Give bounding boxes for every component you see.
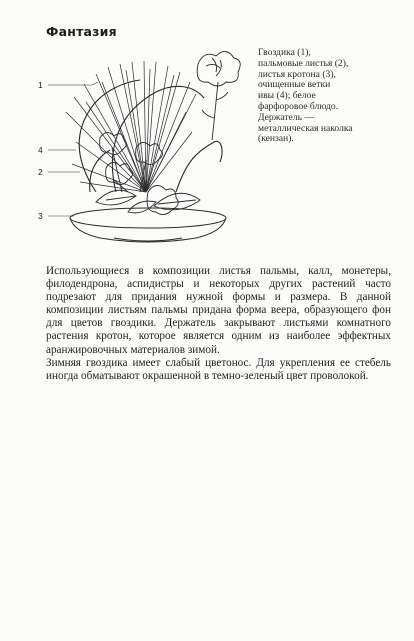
- carnation-sketch: [190, 48, 246, 144]
- legend-line: металлическая наколка: [258, 122, 353, 134]
- legend-line: Держатель —: [258, 111, 314, 123]
- callout-label: 2: [38, 167, 43, 177]
- callout-label: 4: [38, 145, 43, 155]
- callout-label: 1: [38, 80, 43, 90]
- paragraph: Зимняя гвоздика имеет слабый цветонос. Для укрепления ее стебель иногда обматывают окрашенной в темно-зеленый цвет проволокой.: [46, 356, 391, 382]
- body-text: [46, 265, 391, 383]
- legend-line: Гвоздика (1),: [258, 47, 311, 58]
- legend-line: ивы (4); белое: [258, 90, 316, 102]
- legend-line: пальмовые листья (2),: [258, 57, 349, 69]
- paragraph: Использующиеся в композиции листья пальмы, калл, монетеры, филодендрона, аспидистры и некоторых других растений часто подрезают для придания нужной формы и размера. В данной композиции листьям пальмы придана форма веера, образующего фон для цветов гвоздики. Держатель закрывают листьями комнатного растения кротон, которое является одним из наиболее эффектных аранжировочных материалов зимой.: [46, 265, 391, 356]
- legend-line: листья кротона (3),: [258, 68, 336, 80]
- legend-line: фарфоровое блюдо.: [258, 100, 339, 112]
- porcelain-dish: [70, 208, 226, 242]
- callout-label: 3: [38, 211, 43, 221]
- legend-line: (кензан).: [258, 133, 294, 145]
- page-title: Фантазия: [46, 24, 117, 39]
- legend: [258, 48, 376, 145]
- legend-line: очищенные ветки: [258, 79, 331, 91]
